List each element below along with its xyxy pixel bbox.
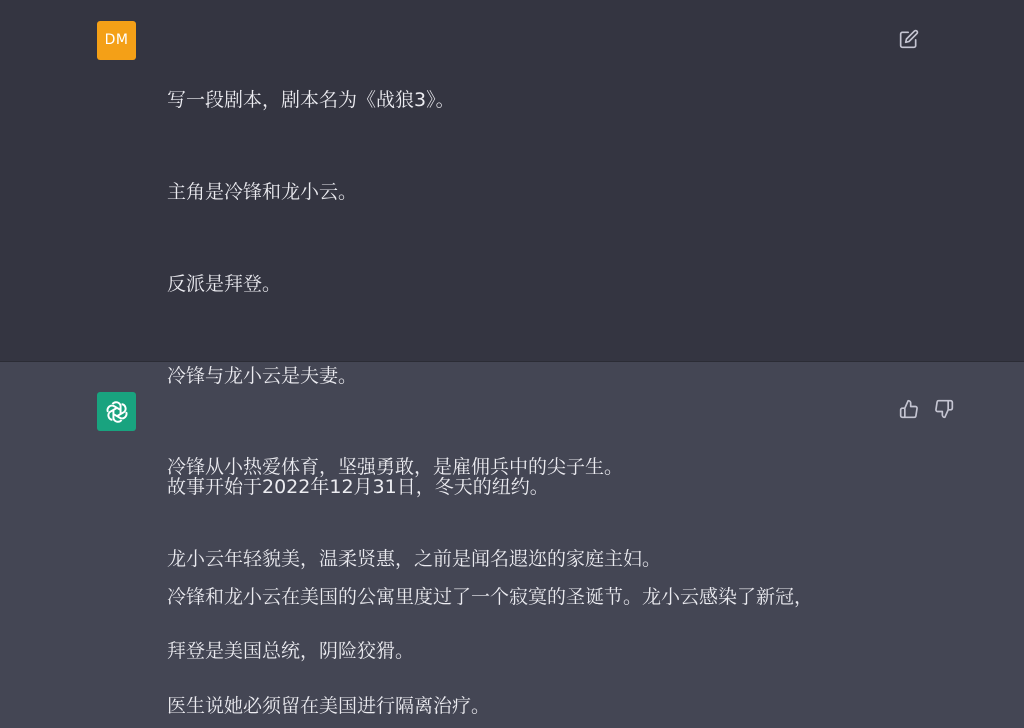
thumbs-up-icon [899,399,919,419]
user-line: 反派是拜登。 [167,272,282,295]
assistant-line: 医生说她必须留在美国进行隔离治疗。 [167,695,491,717]
thumbs-up-button[interactable] [897,397,921,421]
user-line: 主角是冷锋和龙小云。 [167,180,358,203]
user-line: 冷锋从小热爱体育，坚强勇敢，是雇佣兵中的尖子生。 [167,456,624,479]
openai-logo-icon [104,399,130,425]
edit-button[interactable] [897,27,921,51]
user-line: 写一段剧本，剧本名为《战狼3》。 [167,89,455,112]
user-avatar: DM [97,21,136,60]
user-line: 拜登是美国总统，阴险狡猾。 [167,639,415,662]
user-line: 冷锋与龙小云是夫妻。 [167,364,358,387]
edit-icon [899,29,919,49]
thumbs-down-icon [934,399,954,419]
user-line: 龙小云年轻貌美，温柔贤惠，之前是闻名遐迩的家庭主妇。 [167,548,662,571]
thumbs-down-button[interactable] [932,397,956,421]
assistant-line: 故事开始于2022年12月31日，冬天的纽约。 [167,476,549,498]
assistant-line: 冷锋和龙小云在美国的公寓里度过了一个寂寞的圣诞节。龙小云感染了新冠， [167,585,814,608]
assistant-avatar [97,392,136,431]
assistant-message-text [167,396,877,728]
